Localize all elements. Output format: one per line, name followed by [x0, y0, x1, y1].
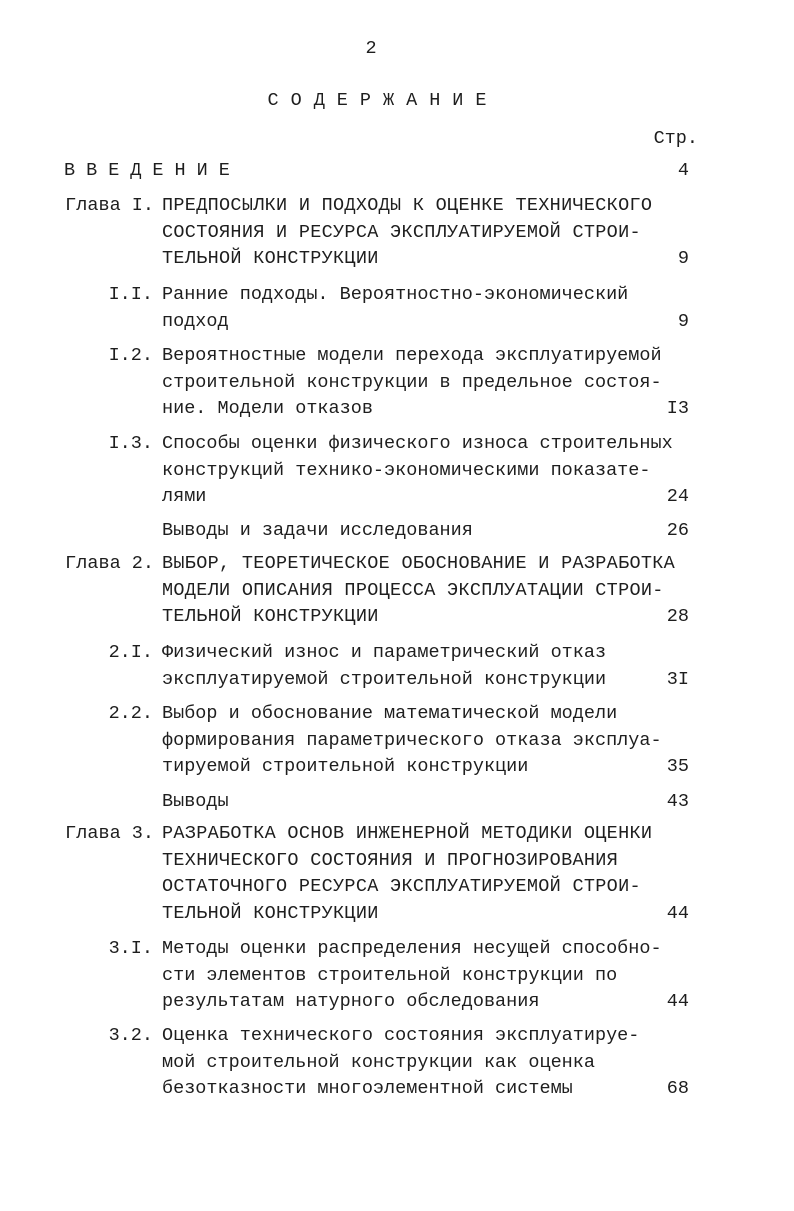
- toc-title: СОДЕРЖАНИЕ: [267, 90, 499, 111]
- toc-entry-title-line: мой строительной конструкции как оценка: [162, 1051, 595, 1073]
- toc-entry-page: 9: [677, 248, 689, 270]
- toc-intro-title: ВВЕДЕНИЕ: [64, 160, 241, 181]
- toc-entry-title: [162, 551, 676, 631]
- toc-entry-label: Глава I.: [65, 195, 154, 216]
- toc-entry-title-line: ТЕХНИЧЕСКОГО СОСТОЯНИЯ И ПРОГНОЗИРОВАНИЯ: [162, 849, 619, 871]
- toc-entry-title-line: Ранние подходы. Вероятностно-экономический: [162, 284, 629, 305]
- toc-entry-label: 2.2.: [108, 703, 153, 724]
- toc-entry-title-line: ние. Модели отказов: [162, 398, 373, 420]
- toc-entry-label: Глава 3.: [65, 823, 154, 844]
- toc-entry-label: 3.I.: [108, 938, 153, 959]
- toc-entry-page: 44: [666, 991, 689, 1013]
- toc-entry-title-line: ОСТАТОЧНОГО РЕСУРСА ЭКСПЛУАТИРУЕМОЙ СТРОИ-: [162, 876, 641, 898]
- toc-entry-title-line: сти элементов строительной конструкции по: [162, 964, 618, 986]
- toc-entry-title-line: формирования параметрического отказа эксплуа-: [162, 729, 662, 751]
- toc-entry-title-line: Физический износ и параметрический отказ: [162, 642, 607, 663]
- toc-entry-page: 44: [666, 902, 689, 924]
- toc-entry-label: I.I.: [108, 284, 153, 305]
- toc-entry-page: 26: [666, 520, 689, 541]
- toc-entry-title-line: РАЗРАБОТКА ОСНОВ ИНЖЕНЕРНОЙ МЕТОДИКИ ОЦЕНКИ: [162, 823, 653, 844]
- toc-entry-title-line: безотказности многоэлементной системы: [162, 1078, 573, 1100]
- toc-entry-title-line: подход: [162, 310, 229, 332]
- toc-entry-title-line: СОСТОЯНИЯ И РЕСУРСА ЭКСПЛУАТИРУЕМОЙ СТРОИ-: [162, 221, 641, 243]
- toc-entry-title-line: Выводы: [162, 791, 229, 812]
- toc-entry-title-line: лями: [162, 486, 207, 508]
- toc-entry-title-line: тируемой строительной конструкции: [162, 756, 529, 778]
- toc-entry-title: [162, 640, 652, 693]
- page-column-header: Стр.: [653, 128, 698, 149]
- toc-entry-title-line: ТЕЛЬНОЙ КОНСТРУКЦИИ: [162, 606, 379, 628]
- toc-entry-title-line: ПРЕДПОСЫЛКИ И ПОДХОДЫ К ОЦЕНКЕ ТЕХНИЧЕСКОГО: [162, 195, 653, 216]
- toc-entry-page: I3: [666, 398, 689, 420]
- toc-entry-title-line: ТЕЛЬНОЙ КОНСТРУКЦИИ: [162, 902, 379, 924]
- toc-entry-title: [162, 1023, 652, 1103]
- toc-entry-label: 3.2.: [108, 1025, 153, 1046]
- toc-entry-title: [162, 431, 673, 511]
- toc-entry-label: 2.I.: [108, 642, 153, 663]
- toc-entry-title-line: Выбор и обоснование математической модели: [162, 703, 618, 724]
- toc-entry-title: [162, 343, 662, 423]
- toc-entry-title: [162, 936, 662, 1016]
- toc-entry-page: 24: [666, 486, 689, 508]
- toc-entry-title-line: Способы оценки физического износа строительных: [162, 433, 673, 454]
- toc-entry-title: [162, 701, 662, 781]
- toc-entry-label: I.2.: [108, 345, 153, 366]
- toc-entry-page: 28: [666, 606, 689, 628]
- toc-entry-title-line: строительной конструкции в предельное состоя-: [162, 371, 662, 393]
- toc-entry-title-line: Оценка технического состояния эксплуатируе-: [162, 1025, 640, 1046]
- toc-entry-page: 9: [677, 310, 689, 332]
- toc-entry-title: [162, 518, 652, 545]
- toc-entry-title-line: ВЫБОР, ТЕОРЕТИЧЕСКОЕ ОБОСНОВАНИЕ И РАЗРАБОТКА: [162, 553, 676, 574]
- toc-entry-title-line: МОДЕЛИ ОПИСАНИЯ ПРОЦЕССА ЭКСПЛУАТАЦИИ СТРОИ-: [162, 579, 664, 601]
- toc-entry-label: I.3.: [108, 433, 153, 454]
- toc-entry-page: 3I: [666, 668, 689, 690]
- toc-entry-title: [162, 789, 652, 816]
- toc-entry-title-line: Выводы и задачи исследования: [162, 520, 473, 541]
- toc-entry-title: [162, 282, 652, 335]
- toc-entry-label: Глава 2.: [65, 553, 154, 574]
- toc-entry-title-line: ТЕЛЬНОЙ КОНСТРУКЦИИ: [162, 248, 379, 270]
- toc-entry-page: 68: [666, 1078, 689, 1100]
- toc-entry-title: [162, 821, 652, 927]
- toc-entry-title-line: конструкций технико-экономическими показате-: [162, 459, 651, 481]
- toc-entry-title: [162, 193, 652, 273]
- toc-entry-title-line: Вероятностные модели перехода эксплуатируемой: [162, 345, 662, 366]
- toc-entry-title-line: результатам натурного обследования: [162, 991, 540, 1013]
- toc-entry-title-line: Методы оценки распределения несущей способно-: [162, 938, 662, 959]
- toc-entry-page: 35: [666, 756, 689, 778]
- toc-entry-page: 43: [666, 791, 689, 812]
- toc-intro-page: 4: [677, 160, 689, 181]
- page-number: 2: [365, 38, 377, 59]
- toc-entry-title-line: эксплуатируемой строительной конструкции: [162, 668, 607, 690]
